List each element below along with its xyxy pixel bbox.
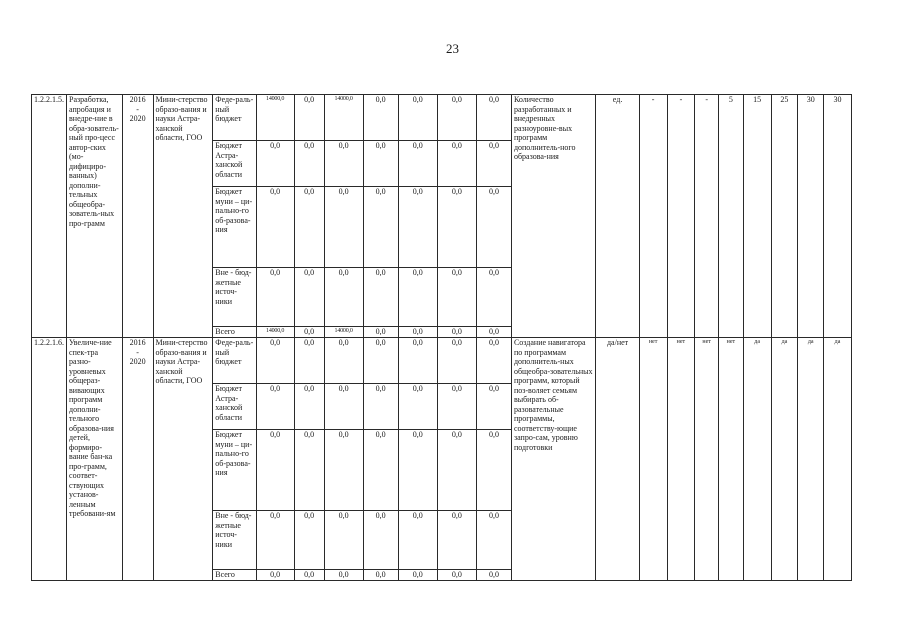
- indicator-target: нет: [695, 338, 719, 581]
- indicator-target: да: [824, 338, 852, 581]
- funding-value: 0,0: [256, 187, 294, 268]
- indicator-unit: ед.: [596, 95, 639, 338]
- funding-value: 14000,0: [324, 327, 363, 338]
- funding-value: 0,0: [324, 187, 363, 268]
- funding-source: Бюджет Астра-ханской области: [213, 141, 256, 187]
- funding-value: 14000,0: [256, 95, 294, 141]
- measure-executor: Мини-стерство образо-вания и науки Астра-ханской области, ГОО: [153, 95, 213, 338]
- funding-value: 14000,0: [256, 327, 294, 338]
- funding-value: 0,0: [256, 570, 294, 581]
- funding-value: 0,0: [324, 384, 363, 430]
- indicator-target: да: [743, 338, 771, 581]
- funding-value: 0,0: [294, 570, 324, 581]
- indicator-target: 15: [743, 95, 771, 338]
- measure-years: 2016 - 2020: [122, 95, 153, 338]
- funding-value: 0,0: [398, 187, 437, 268]
- funding-value: 0,0: [476, 187, 511, 268]
- indicator-target: да: [798, 338, 824, 581]
- funding-value: 0,0: [476, 430, 511, 511]
- funding-value: 0,0: [398, 327, 437, 338]
- funding-value: 0,0: [294, 187, 324, 268]
- funding-value: 0,0: [363, 430, 398, 511]
- indicator-target: 25: [771, 95, 798, 338]
- funding-source: Бюджет муни – ци-пально-го об-разова-ния: [213, 187, 256, 268]
- indicator-target: нет: [639, 338, 667, 581]
- funding-source: Вне - бюд-жетные источ-ники: [213, 511, 256, 570]
- funding-value: 0,0: [363, 268, 398, 327]
- funding-source: Всего: [213, 570, 256, 581]
- funding-value: 0,0: [256, 384, 294, 430]
- funding-value: 0,0: [398, 511, 437, 570]
- table-row: [32, 95, 852, 141]
- measure-years: 2016 - 2020: [122, 338, 153, 581]
- funding-value: 0,0: [294, 327, 324, 338]
- funding-value: 0,0: [476, 384, 511, 430]
- funding-value: 0,0: [398, 338, 437, 384]
- funding-source: Вне - бюд-жетные источ-ники: [213, 268, 256, 327]
- funding-value: 0,0: [324, 268, 363, 327]
- funding-value: 0,0: [256, 268, 294, 327]
- funding-value: 0,0: [363, 570, 398, 581]
- funding-value: 0,0: [294, 141, 324, 187]
- funding-value: 0,0: [294, 430, 324, 511]
- funding-value: 0,0: [476, 570, 511, 581]
- funding-value: 0,0: [437, 511, 476, 570]
- funding-value: 0,0: [294, 511, 324, 570]
- funding-value: 0,0: [363, 384, 398, 430]
- funding-source: Феде-раль-ный бюджет: [213, 338, 256, 384]
- funding-value: 0,0: [324, 570, 363, 581]
- indicator-target: нет: [719, 338, 744, 581]
- funding-value: 0,0: [363, 338, 398, 384]
- measure-description: Увеличе-ние спек-тра разно-уровневых общераз-вивающих программ дополни-тельного образова-ния детей, формиро-вание бан-ка про-грамм, соответ-ствующих установ-ленным требовани-ям: [67, 338, 123, 581]
- funding-value: 0,0: [363, 95, 398, 141]
- measure-executor: Мини-стерство образо-вания и науки Астра-ханской области, ГОО: [153, 338, 213, 581]
- funding-value: 0,0: [476, 95, 511, 141]
- funding-value: 0,0: [437, 187, 476, 268]
- indicator-target: 5: [719, 95, 744, 338]
- funding-value: 0,0: [437, 384, 476, 430]
- funding-value: 0,0: [294, 95, 324, 141]
- funding-value: 0,0: [437, 327, 476, 338]
- funding-value: 0,0: [363, 327, 398, 338]
- funding-value: 0,0: [398, 95, 437, 141]
- funding-value: 0,0: [324, 141, 363, 187]
- funding-value: 0,0: [324, 338, 363, 384]
- funding-value: 0,0: [363, 141, 398, 187]
- funding-value: 0,0: [256, 511, 294, 570]
- funding-value: 0,0: [476, 141, 511, 187]
- funding-source: Феде-раль-ный бюджет: [213, 95, 256, 141]
- funding-value: 0,0: [476, 268, 511, 327]
- funding-value: 0,0: [437, 141, 476, 187]
- indicator-target: -: [639, 95, 667, 338]
- funding-value: 0,0: [476, 327, 511, 338]
- funding-value: 0,0: [363, 187, 398, 268]
- funding-value: 0,0: [294, 268, 324, 327]
- indicator-target: да: [771, 338, 798, 581]
- funding-value: 0,0: [398, 570, 437, 581]
- funding-value: 0,0: [398, 141, 437, 187]
- funding-value: 0,0: [324, 511, 363, 570]
- funding-value: 0,0: [256, 338, 294, 384]
- measure-code: 1.2.2.1.6.: [32, 338, 67, 581]
- funding-value: 0,0: [437, 268, 476, 327]
- funding-value: 0,0: [398, 268, 437, 327]
- indicator-target: 30: [824, 95, 852, 338]
- table-row: [32, 338, 852, 384]
- program-table: [31, 94, 852, 581]
- indicator-description: Создание навигатора по программам дополнитель-ных общеобра-зовательных программ, который поз-воляет семьям выбирать об-разовательные программы, соответству-ющие запро-сам, уровню подготовки: [511, 338, 595, 581]
- funding-value: 0,0: [398, 430, 437, 511]
- funding-source: Бюджет Астра-ханской области: [213, 384, 256, 430]
- page-number: 23: [446, 41, 459, 56]
- funding-value: 14000,0: [324, 95, 363, 141]
- indicator-target: 30: [798, 95, 824, 338]
- funding-value: 0,0: [437, 430, 476, 511]
- funding-value: 0,0: [398, 384, 437, 430]
- funding-value: 0,0: [437, 570, 476, 581]
- measure-code: 1.2.2.1.5.: [32, 95, 67, 338]
- indicator-target: нет: [667, 338, 695, 581]
- measure-description: Разработка, апробация и внедре-ние в обра-зователь-ный про-цесс автор-ских (мо-дифициро-ванных) дополни-тельных общеобра-зователь-ных про-грамм: [67, 95, 123, 338]
- funding-value: 0,0: [294, 384, 324, 430]
- indicator-target: -: [667, 95, 695, 338]
- funding-value: 0,0: [437, 338, 476, 384]
- funding-value: 0,0: [256, 141, 294, 187]
- funding-value: 0,0: [476, 511, 511, 570]
- funding-value: 0,0: [363, 511, 398, 570]
- funding-source: Всего: [213, 327, 256, 338]
- funding-value: 0,0: [437, 95, 476, 141]
- funding-value: 0,0: [324, 430, 363, 511]
- indicator-description: Количество разработанных и внедренных разноуровне-вых программ дополнитель-ного образова-ния: [511, 95, 595, 338]
- indicator-target: -: [695, 95, 719, 338]
- funding-value: 0,0: [476, 338, 511, 384]
- funding-value: 0,0: [294, 338, 324, 384]
- indicator-unit: да/нет: [596, 338, 639, 581]
- funding-source: Бюджет муни – ци-пально-го об-разова-ния: [213, 430, 256, 511]
- funding-value: 0,0: [256, 430, 294, 511]
